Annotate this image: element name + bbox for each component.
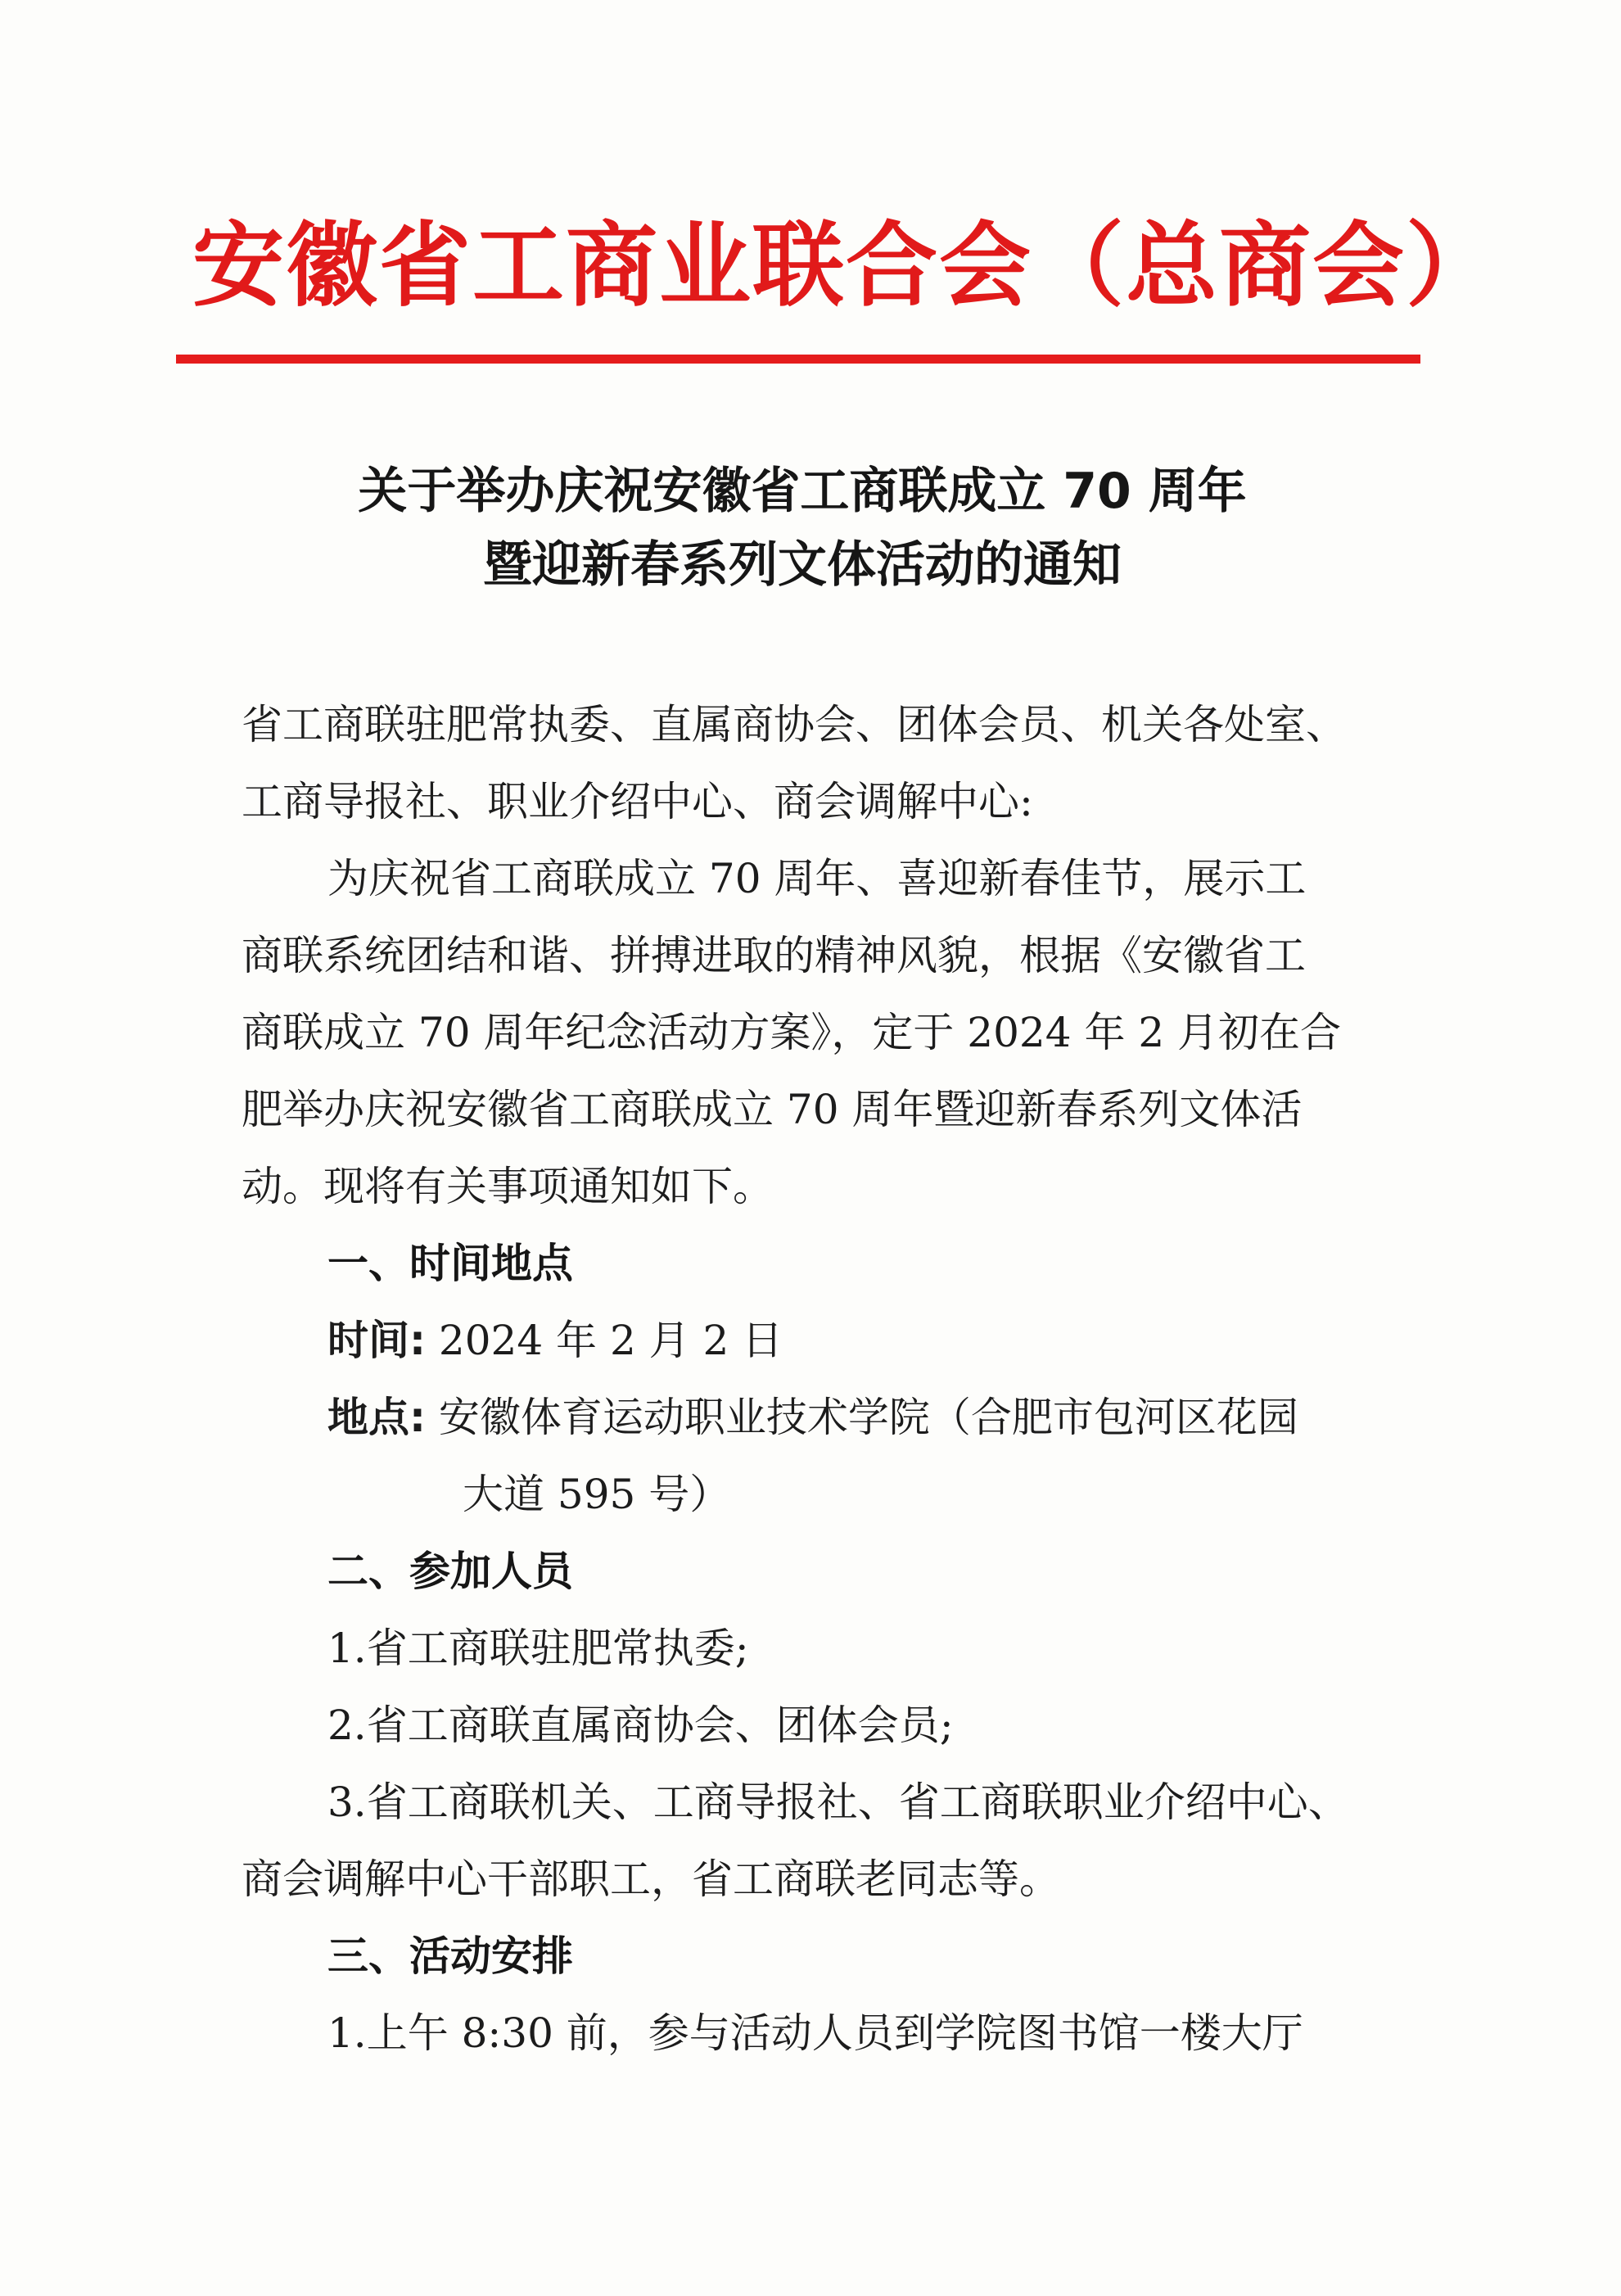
- org-header-title: 安徽省工商业联合会（总商会）: [192, 213, 1499, 319]
- intro-line-4: 肥举办庆祝安徽省工商联成立 70 周年暨迎新春系列文体活: [242, 1086, 1303, 1133]
- intro-line-5: 动。现将有关事项通知如下。: [242, 1163, 774, 1210]
- time-value: 2024 年 2 月 2 日: [438, 1317, 783, 1364]
- place-value-line-1: 安徽体育运动职业技术学院（合肥市包河区花园: [438, 1394, 1298, 1441]
- intro-line-2: 商联系统团结和谐、拼搏进取的精神风貌，根据《安徽省工: [242, 932, 1306, 979]
- header-red-rule: [176, 355, 1420, 364]
- participant-item-3: 3.省工商联机关、工商导报社、省工商联职业介绍中心、: [327, 1778, 1349, 1826]
- place-label: 地点:: [327, 1394, 426, 1441]
- place-row: [327, 1389, 1298, 1446]
- time-label: 时间:: [327, 1317, 426, 1364]
- participant-item-2: 2.省工商联直属商协会、团体会员;: [327, 1702, 954, 1749]
- intro-line-1: 为庆祝省工商联成立 70 周年、喜迎新春佳节，展示工: [327, 855, 1307, 902]
- place-value-line-2: 大道 595 号）: [463, 1471, 731, 1518]
- recipients-line-2: 工商导报社、职业介绍中心、商会调解中心:: [242, 778, 1033, 825]
- document-title-line-1: 关于举办庆祝安徽省工商联成立 70 周年: [358, 463, 1247, 520]
- activity-item-1: 1.上午 8:30 前，参与活动人员到学院图书馆一楼大厅: [327, 2009, 1303, 2057]
- section-3-heading: 三、活动安排: [327, 1932, 573, 1980]
- intro-line-3: 商联成立 70 周年纪念活动方案》，定于 2024 年 2 月初在合: [242, 1009, 1342, 1056]
- participant-item-1: 1.省工商联驻肥常执委;: [327, 1625, 749, 1672]
- document-title-line-2: 暨迎新春系列文体活动的通知: [483, 536, 1122, 594]
- section-1-heading: 一、时间地点: [327, 1240, 573, 1287]
- section-2-heading: 二、参加人员: [327, 1548, 573, 1595]
- recipients-line-1: 省工商联驻肥常执委、直属商协会、团体会员、机关各处室、: [242, 701, 1347, 748]
- time-row: [327, 1312, 783, 1369]
- participant-item-3-continued: 商会调解中心干部职工，省工商联老同志等。: [242, 1855, 1060, 1903]
